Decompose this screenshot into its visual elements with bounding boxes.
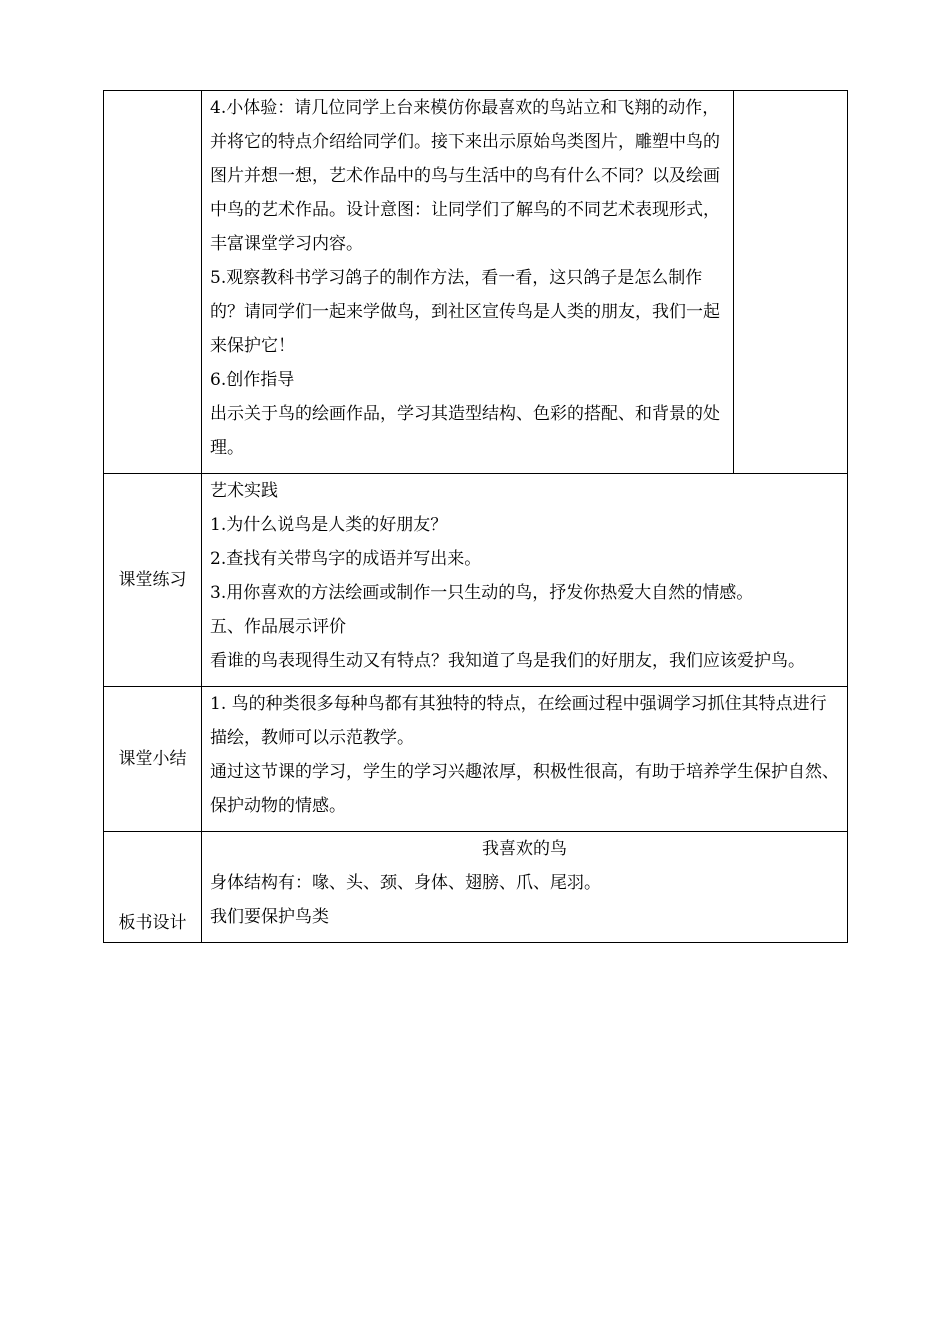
teaching-step-5: 5.观察教科书学习鸽子的制作方法，看一看，这只鸽子是怎么制作的？请同学们一起来学做鸟，到社区宣传鸟是人类的朋友，我们一起来保护它！ (210, 268, 720, 356)
board-row-label: 板书设计 (104, 832, 202, 943)
practice-row-label: 课堂练习 (104, 474, 202, 687)
summary-content-cell (202, 687, 848, 832)
summary-row-label: 课堂小结 (104, 687, 202, 832)
board-design-row (104, 832, 848, 943)
board-content-cell (202, 832, 848, 943)
teaching-row-label (104, 91, 202, 474)
practice-heading: 艺术实践 (210, 481, 278, 501)
summary-row (104, 687, 848, 832)
teaching-step-6-heading: 6.创作指导 (210, 370, 295, 390)
board-line-2: 我们要保护鸟类 (210, 907, 329, 927)
practice-item-3: 3.用你喜欢的方法绘画或制作一只生动的鸟，抒发你热爱大自然的情感。 (210, 583, 754, 603)
practice-item-2: 2.查找有关带鸟字的成语并写出来。 (210, 549, 482, 569)
board-line-1: 身体结构有：喙、头、颈、身体、翅膀、爪、尾羽。 (210, 873, 601, 893)
summary-point-1: 1. 鸟的种类很多每种鸟都有其独特的特点，在绘画过程中强调学习抓住其特点进行描绘，教师可以示范教学。 (210, 694, 827, 748)
teaching-step-6-detail: 出示关于鸟的绘画作品，学习其造型结构、色彩的搭配、和背景的处理。 (210, 404, 720, 458)
practice-item-1: 1.为什么说鸟是人类的好朋友？ (210, 515, 448, 535)
practice-content-cell (202, 474, 848, 687)
teaching-process-row (104, 91, 848, 474)
summary-point-2: 通过这节课的学习，学生的学习兴趣浓厚，积极性很高，有助于培养学生保护自然、保护动物的情感。 (210, 762, 839, 816)
practice-row (104, 474, 848, 687)
board-title: 我喜欢的鸟 (482, 839, 567, 859)
evaluation-text: 看谁的鸟表现得生动又有特点？我知道了鸟是我们的好朋友，我们应该爱护鸟。 (210, 651, 805, 671)
lesson-plan-table (103, 90, 848, 943)
teaching-content-cell (202, 91, 734, 474)
teaching-notes-cell (734, 91, 848, 474)
teaching-step-4: 4.小体验：请几位同学上台来模仿你最喜欢的鸟站立和飞翔的动作，并将它的特点介绍给同学们。接下来出示原始鸟类图片，雕塑中鸟的图片并想一想，艺术作品中的鸟与生活中的鸟有什么不同？以及绘画中鸟的艺术作品。设计意图：让同学们了解鸟的不同艺术表现形式，丰富课堂学习内容。 (210, 98, 720, 254)
evaluation-heading: 五、作品展示评价 (210, 617, 346, 637)
